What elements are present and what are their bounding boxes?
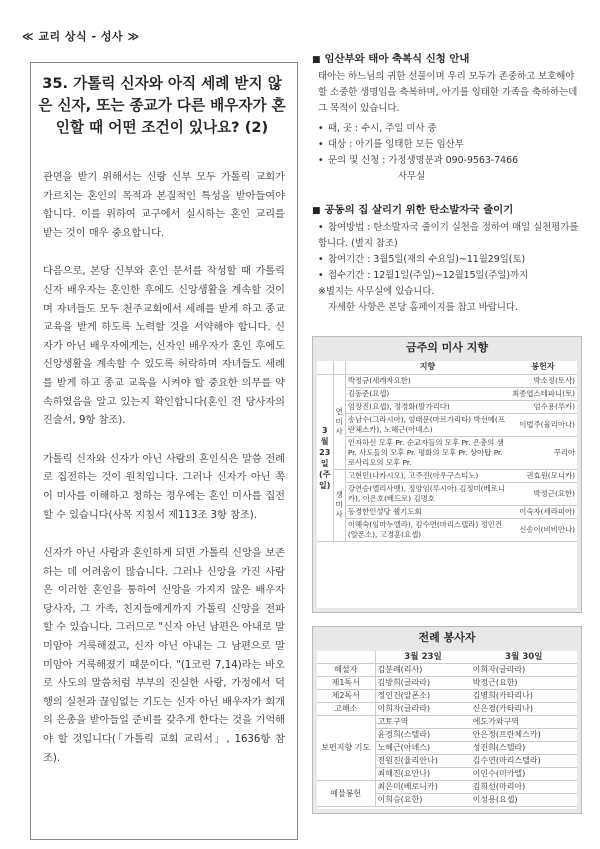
col-sponsor: 봉헌자 [509,361,577,374]
table-row: 강연승(엘리사벳), 정양임(루시아) 김정미(베로니카), 이은호(베드로) 김명호 박정근(요한) [317,482,577,505]
date-col-2: 3월 30일 [471,651,577,664]
table-row: 고해소 이희자(글라라) 신은경(카타리나) [317,703,577,716]
section-header: ≪ 교리 상식 - 성사 ≫ [22,30,140,43]
bullet-icon: • [318,155,324,166]
table-header-row [317,651,577,664]
table-row: 이혜숙(임마누엘라), 김수연(마리스텔라) 정인건(알폰소), 고경훈(요셉) 신송이(비비안나) [317,518,577,541]
notice-blessing-title: 임산부와 태아 축복식 신청 안내 [324,53,470,65]
list-item: • 참여방법 : 탄소발자국 줄이기 실천을 정하여 매일 실천평가를 합니다. (별지 참조) [318,222,579,249]
table-row: 김동준(요셉) 최종엽스테파니(토) [317,387,577,400]
category-memorial: 연미사 [333,374,345,469]
bullet-icon: • [318,270,324,281]
table-row: 해설자 김분례(리사) 이희자(글라라) [317,664,577,677]
question-title: 35. 가톨릭 신자와 아직 세례 받지 않은 신자, 또는 종교가 다른 배우자가 혼인할 때 어떤 조건이 있나요? (2) [38,75,286,136]
table-row: 예물봉헌 최은미(베로니카) 김희선(마리아) [317,781,577,794]
mass-intention-title: 금주의 미사 지향 [405,341,489,354]
answer-paragraph-3: 가톨릭 신자와 신자가 아닌 사람의 혼인식은 말씀 전례로 집전하는 것이 원칙입니다. 그러나 신자가 아닌 쪽이 미사를 이해하고 청하는 경우에는 혼인 미사를 집전할 수 있습니다(사목 지침서 제113조 3항 참조). [43,453,285,521]
table-row: 제2독서 정인건(알폰소) 김병희(카타리나) [317,690,577,703]
list-item: • 문의 및 신청 : 가정생명분과 090-9563-7466 [312,153,580,169]
table-row: 엄장진(요셉), 정경화(발가리다) 엄수용(루카) [317,400,577,413]
answer-paragraph-2: 다음으로, 본당 신부와 혼인 문서를 작성할 때 가톨릭 신자 배우자는 혼인한 후에도 신앙생활을 계속할 것이며 자녀들도 모두 천주교회에서 세례를 받게 하고 종교 교육을 받게 하도록 노력할 것을 서약해야 합니다. 신자가 아닌 배우자에게는, 신자인 배우자가 혼인 후에도 신앙생활을 계속할 수 있도록 허락하며 자녀들도 세례를 받게 하고 종교 교육을 시켜야 할 중요한 의무를 약속하였음을 알고 있는지 확인합니다(혼인 전 당사자의 진술서, 9항 참조). [43,266,285,427]
table-row: 생미사 고현민(나카시오), 고주진(아우구스티노) 권효원(모니카) [317,469,577,482]
table-row: 동경한인성당 쉘기도회 이숙자(세라피아) [317,505,577,518]
table-row: 인자하신 모후 Pr. 순교자들의 모후 Pr. 은총의 샘 Pr. 사도들의 모후 Pr. 평화의 모후 Pr. 상아탑 Pr. 로사리오의 모후 Pr. 꾸리아 [317,436,577,469]
answer-paragraph-1: 관면을 받기 위해서는 신랑 신부 모두 가톨릭 교회가 가르치는 혼인의 목적과 본질적인 특성을 받아들여야 합니다. 이를 위하여 교구에서 실시하는 혼인 교리를 받는 것이 매우 중요합니다. [43,172,285,239]
bullet-icon: • [318,222,324,233]
table-row: 송남수(그라시아), 엄태문(마르가리타) 박선예(프란체스카), 노혜근(아녜스) 이법주(율리아나) [317,413,577,436]
answer-paragraph-4: 신자가 아닌 사람과 혼인하게 되면 가톨릭 신앙을 보존하는 데 어려움이 많습니다. 그러나 신앙을 가진 사람은 이러한 혼인을 통하여 신앙을 가지지 않은 배우자 당사자, 그 가족, 친지들에게까지 가톨릭 신앙을 전파할 수 있습니다. 그러므로 "신자 아닌 남편은 아내로 말미암아 거룩해졌고, 신자 아닌 아내는 그 남편으로 말미암아 거룩해졌기 때문이다. "(1코린 7,14)라는 바오로 사도의 말씀처럼 부부의 진실한 사랑, 가정에서 덕행의 실천과 끊임없는 기도는 신자 아닌 배우자가 회개의 은총을 받아들일 준비를 갖추게 한다는 것을 기억해야 할 것입니다(「가톨릭 교회 교리서」, 1636항 참조). [43,548,285,764]
table-row: 전원진(율리안나) 김수연(마리스텔라) [317,755,577,768]
mass-intention-table [317,361,577,542]
liturgy-servers-table [317,651,577,807]
table-header-row [317,361,577,374]
list-item: • 접수기간 : 12월1일(주일)~12월15일(주일)까지 [312,268,580,284]
table-row: 노혜근(아녜스) 성진희(스텔라) [317,742,577,755]
date-col-1: 3월 23일 [375,651,471,664]
bullet-icon: • [318,123,324,134]
table-row: 보편지향 기도 고토구역 에도가와구역 [317,716,577,729]
table-row: 최해진(요안나) 이인수(미카엘) [317,768,577,781]
notice-blessing [312,50,580,185]
table-row: 이희승(요한) 이성용(요셉) [317,794,577,807]
list-item: • 대상 : 아기를 잉태한 모든 임산부 [312,137,580,153]
list-item: • 때, 곳 : 수시, 주일 미사 중 [312,121,580,137]
helper-role: 보편지향 기도 [317,716,375,781]
table-row: 3월 23일 (주일) 연미사 박정규(세례자요한) 박소정(토사) [317,374,577,387]
list-item: • 참여기간 : 3월5일(재의 수요일)~11월29일(토) [312,252,580,268]
bullet-icon: • [318,254,324,265]
col-intent: 지향 [345,361,509,374]
notice-blessing-text: 태아는 하느님의 귀한 선물이며 우리 모두가 존중하고 보호해야 할 소중한 생명임을 축복하며, 아기를 잉태한 가족을 축하하는데 그 목적이 있습니다. [318,71,578,114]
liturgy-servers-box [312,626,582,814]
notice-note: ※별지는 사무실에 있습니다. [318,286,435,297]
notice-note-2: 자세한 사항은 본당 홈페이지를 참고 바랍니다. [328,302,518,313]
list-item-continued: 사무실 [398,171,426,182]
notice-carbon [312,201,580,316]
square-bullet-icon: ■ [312,55,321,65]
liturgy-servers-title: 전례 봉사자 [418,631,476,644]
square-bullet-icon: ■ [312,206,321,216]
notice-carbon-title: 공동의 집 살리기 위한 탄소발자국 줄이기 [324,204,514,216]
catechism-box [30,62,298,840]
mass-date: 3월 23일 (주일) [317,374,333,541]
offering-role: 예물봉헌 [317,781,375,807]
table-row: 윤경희(스텔라) 안은정(프란체스카) [317,729,577,742]
notices [312,50,580,316]
table-row: 제1독서 김방희(글라라) 박정근(요한) [317,677,577,690]
category-living: 생미사 [333,469,345,541]
mass-intention-box [312,336,582,613]
bullet-icon: • [318,139,324,150]
